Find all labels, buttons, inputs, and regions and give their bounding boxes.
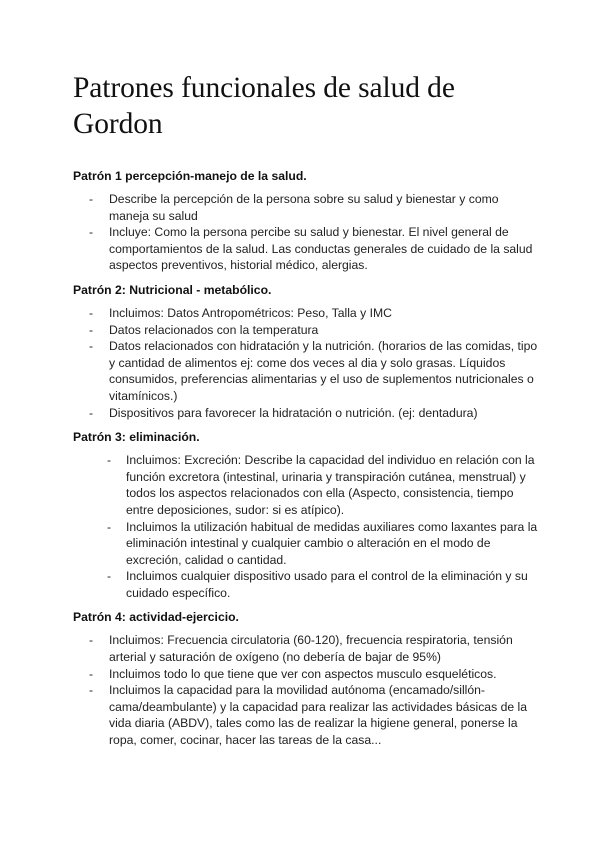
- list-item-text: Incluimos: Datos Antropométricos: Peso, Talla y IMC: [109, 305, 392, 320]
- bullet-list: [73, 452, 540, 601]
- list-item-text: Incluimos todo lo que tiene que ver con aspectos musculo esqueléticos.: [109, 666, 497, 681]
- list-item-text: Datos relacionados con hidratación y la nutrición. (horarios de las comidas, tipo y cantidad de alimentos ej: come dos veces al dia y solo grasas. Líquidos consumidos, preferencias alimentarias y el uso de suplementos nutricionales o vitamínicos.): [109, 339, 538, 403]
- list-item: [73, 632, 540, 665]
- list-item: [73, 224, 540, 274]
- list-item-text: Incluye: Como la persona percibe su salud y bienestar. El nivel general de comportamientos de la salud. Las conductas generales de cuidado de la salud aspectos preventivos, historial médico, alergias.: [109, 225, 533, 273]
- section-heading: Patrón 2: Nutricional - metabólico.: [73, 282, 272, 297]
- dash-bullet: -: [89, 322, 94, 337]
- bullet-list: [73, 305, 540, 421]
- list-item: [73, 519, 540, 569]
- section-patron-2: [73, 282, 540, 421]
- list-item: [73, 682, 540, 748]
- list-item-text: Incluimos: Frecuencia circulatoria (60-120), frecuencia respiratoria, tensión arterial y saturación de oxígeno (no debería de bajar de 95%): [109, 633, 513, 665]
- list-item: [73, 338, 540, 404]
- bullet-list: [73, 191, 540, 274]
- list-item: [73, 405, 540, 422]
- dash-bullet: -: [89, 339, 94, 354]
- section-patron-3: [73, 429, 540, 601]
- list-item-text: Describe la percepción de la persona sobre su salud y bienestar y como maneja su salud: [109, 192, 499, 223]
- dash-bullet: -: [89, 305, 94, 320]
- dash-bullet: -: [107, 569, 112, 584]
- list-item-text: Datos relacionados con la temperatura: [109, 322, 319, 337]
- list-item: [73, 305, 540, 322]
- list-item: [73, 666, 540, 683]
- section-heading: Patrón 3: eliminación.: [73, 430, 200, 445]
- dash-bullet: -: [107, 453, 112, 468]
- dash-bullet: -: [89, 633, 94, 648]
- page-title: Patrones funcionales de salud de Gordon: [73, 72, 455, 140]
- section-patron-1: [73, 168, 540, 274]
- list-item-text: Incluimos cualquier dispositivo usado para el control de la eliminación y su cuidado específico.: [126, 569, 528, 600]
- list-item-text: Incluimos la utilización habitual de medidas auxiliares como laxantes para la eliminación intestinal y cualquier cambio o alteración en el modo de excreción, calidad o cantidad.: [126, 519, 538, 567]
- bullet-list: [73, 632, 540, 748]
- list-item: [73, 322, 540, 339]
- dash-bullet: -: [89, 683, 94, 698]
- dash-bullet: -: [89, 225, 94, 240]
- list-item-text: Incluimos: Excreción: Describe la capacidad del individuo en relación con la función excretora (intestinal, urinaria y transpiración cutánea, menstrual) y todos los aspectos relacionados con ella (Aspecto, consistencia, tiempo entre deposiciones, sudor: si es atípico).: [126, 453, 535, 517]
- dash-bullet: -: [89, 192, 94, 206]
- dash-bullet: -: [107, 519, 112, 534]
- list-item: [73, 191, 540, 224]
- section-heading: Patrón 4: actividad-ejercicio.: [73, 610, 239, 625]
- dash-bullet: -: [89, 666, 94, 681]
- list-item-text: Dispositivos para favorecer la hidratación o nutrición. (ej: dentadura): [109, 405, 478, 420]
- section-heading: Patrón 1 percepción-manejo de la salud.: [73, 169, 307, 183]
- list-item: [73, 568, 540, 601]
- dash-bullet: -: [89, 405, 94, 420]
- list-item-text: Incluimos la capacidad para la movilidad autónoma (encamado/sillón-cama/deambulante) y la capacidad para realizar las actividades básicas de la vida diaria (ABDV), tales como las de realizar la higiene general, ponerse la ropa, comer, cocinar, hacer las tareas de la casa...: [109, 683, 527, 748]
- section-patron-4: [73, 609, 540, 748]
- list-item: [73, 452, 540, 518]
